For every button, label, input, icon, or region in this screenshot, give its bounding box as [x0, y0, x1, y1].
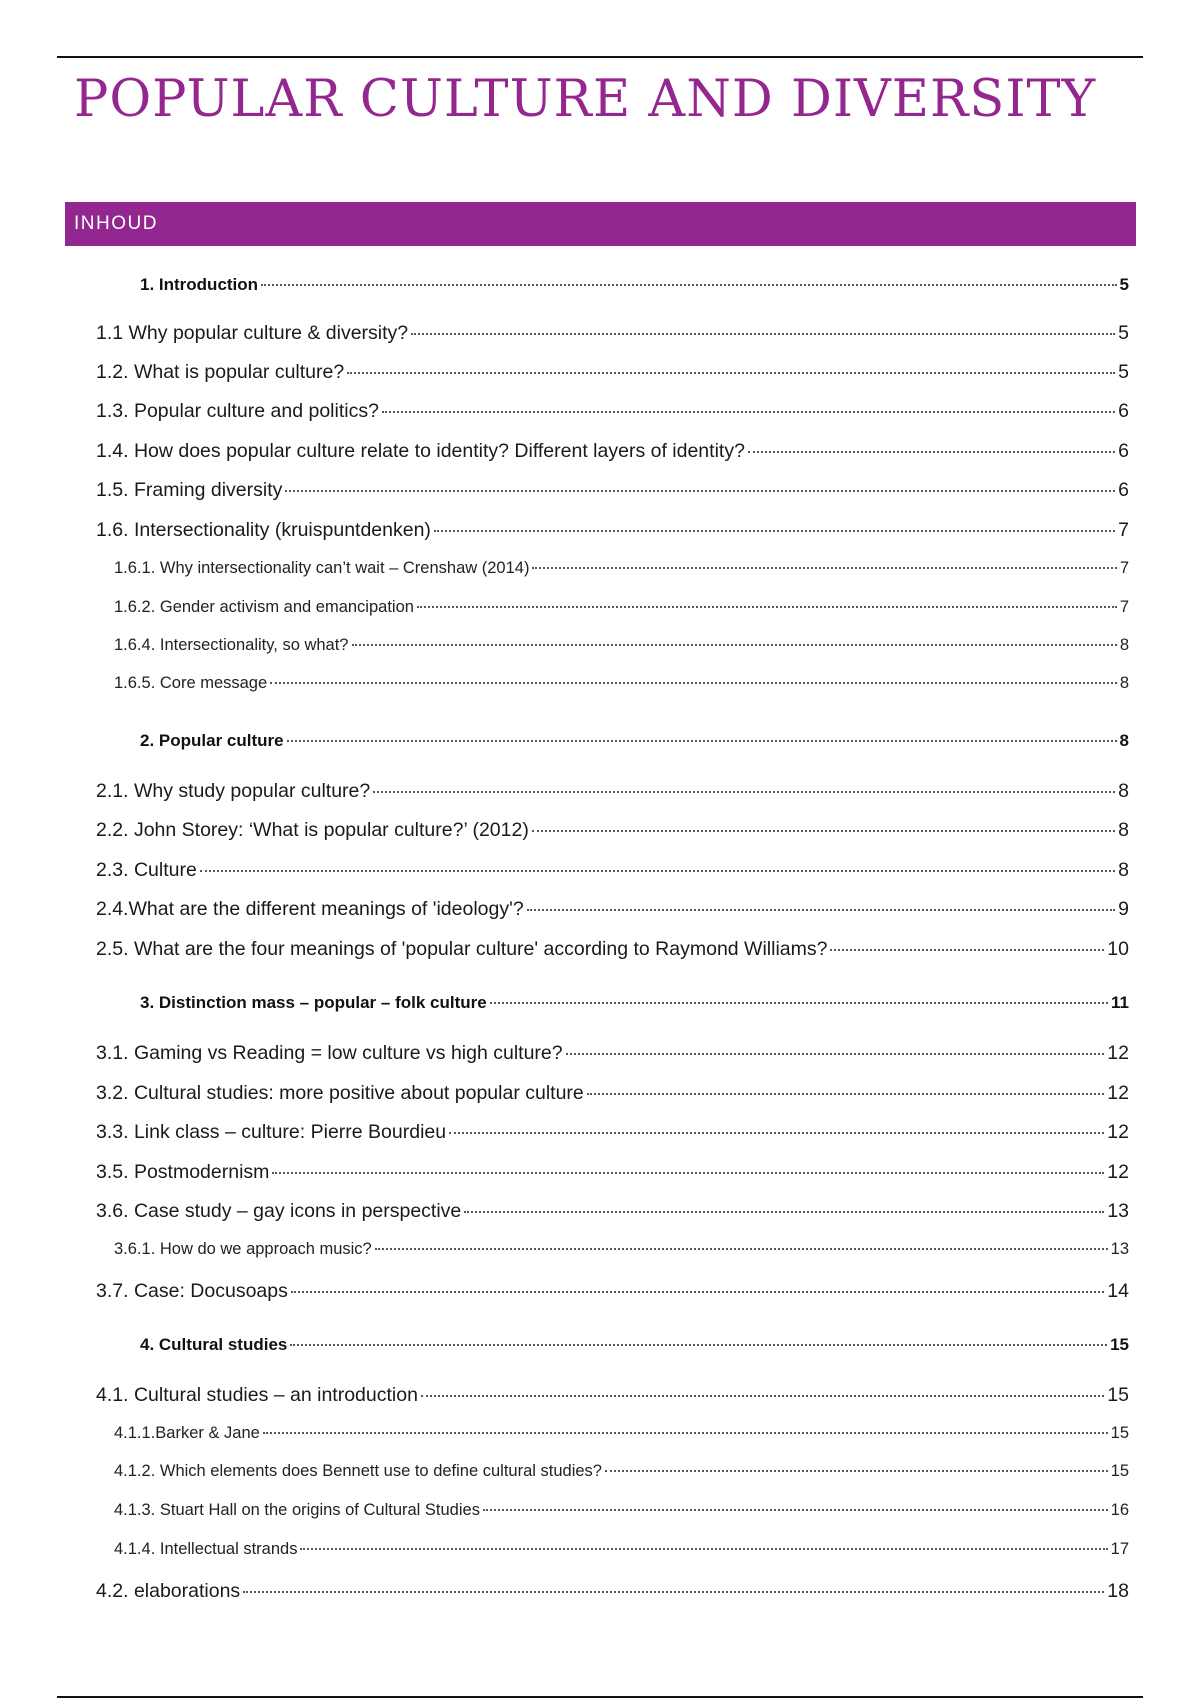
toc-page-number: 8: [1118, 780, 1129, 802]
toc-page-number: 17: [1110, 1540, 1129, 1558]
toc-entry-label: 2.3. Culture: [96, 859, 197, 881]
toc-dot-leader: [287, 740, 1117, 742]
toc-dot-leader: [200, 870, 1115, 872]
toc-entry-label: 3.5. Postmodernism: [96, 1161, 270, 1183]
document-title: POPULAR CULTURE AND DIVERSITY: [74, 70, 1097, 129]
toc-page-number: 8: [1118, 859, 1129, 881]
toc-subsection-entry[interactable]: [114, 674, 1129, 693]
toc-subsection-entry[interactable]: [114, 1501, 1129, 1520]
toc-page-number: 14: [1107, 1280, 1129, 1302]
toc-dot-leader: [605, 1470, 1108, 1472]
toc-section-entry[interactable]: [96, 1042, 1129, 1065]
bottom-rule: [57, 1696, 1143, 1698]
toc-entry-label: 4. Cultural studies: [140, 1335, 288, 1354]
toc-dot-leader: [532, 830, 1115, 832]
toc-page-number: 15: [1110, 1335, 1129, 1354]
toc-section-entry[interactable]: [96, 1200, 1129, 1223]
toc-dot-leader: [449, 1132, 1104, 1134]
toc-entry-label: 4.1. Cultural studies – an introduction: [96, 1384, 418, 1406]
toc-section-entry[interactable]: [96, 400, 1129, 423]
toc-dot-leader: [382, 411, 1115, 413]
toc-entry-label: 2.2. John Storey: ‘What is popular culture?’ (2012): [96, 819, 529, 841]
toc-section-entry[interactable]: [96, 1280, 1129, 1303]
toc-dot-leader: [272, 1172, 1104, 1174]
toc-dot-leader: [566, 1053, 1105, 1055]
toc-dot-leader: [263, 1432, 1108, 1434]
toc-entry-label: 3.3. Link class – culture: Pierre Bourdieu: [96, 1121, 447, 1143]
toc-entry-label: 4.1.3. Stuart Hall on the origins of Cultural Studies: [114, 1501, 480, 1519]
toc-dot-leader: [417, 606, 1117, 608]
toc-subsection-entry[interactable]: [114, 1424, 1129, 1443]
toc-page-number: 15: [1110, 1424, 1129, 1442]
toc-dot-leader: [270, 682, 1117, 684]
toc-dot-leader: [347, 372, 1115, 374]
toc-page-number: 9: [1118, 898, 1129, 920]
toc-page-number: 7: [1118, 519, 1129, 541]
toc-subsection-entry[interactable]: [114, 1462, 1129, 1481]
toc-section-entry[interactable]: [96, 479, 1129, 502]
toc-subsection-entry[interactable]: [114, 636, 1129, 655]
toc-section-entry[interactable]: [96, 780, 1129, 803]
toc-page-number: 7: [1119, 598, 1129, 616]
toc-entry-label: 4.1.2. Which elements does Bennett use to define cultural studies?: [114, 1462, 602, 1480]
toc-entry-label: 1.2. What is popular culture?: [96, 361, 345, 383]
toc-entry-label: 2.1. Why study popular culture?: [96, 780, 371, 802]
toc-entry-label: 4.1.1.Barker & Jane: [114, 1424, 260, 1442]
toc-page-number: 15: [1110, 1462, 1129, 1480]
toc-page-number: 8: [1119, 731, 1129, 750]
toc-entry-label: 1.4. How does popular culture relate to identity? Different layers of identity?: [96, 440, 745, 462]
toc-dot-leader: [830, 949, 1104, 951]
toc-dot-leader: [483, 1509, 1108, 1511]
toc-page-number: 5: [1119, 275, 1129, 294]
toc-section-entry[interactable]: [96, 859, 1129, 882]
toc-section-entry[interactable]: [96, 938, 1129, 961]
toc-dot-leader: [375, 1248, 1108, 1250]
toc-subsection-entry[interactable]: [114, 1240, 1129, 1259]
toc-dot-leader: [748, 451, 1115, 453]
toc-entry-label: 1.6.1. Why intersectionality can’t wait – Crenshaw (2014): [114, 559, 530, 577]
toc-page-number: 8: [1119, 674, 1129, 692]
toc-chapter-entry[interactable]: [140, 993, 1129, 1013]
toc-entry-label: 1.6.2. Gender activism and emancipation: [114, 598, 414, 616]
toc-dot-leader: [411, 333, 1115, 335]
toc-section-entry[interactable]: [96, 898, 1129, 921]
toc-dot-leader: [352, 644, 1117, 646]
toc-page-number: 10: [1107, 938, 1129, 960]
toc-page-number: 13: [1107, 1200, 1129, 1222]
toc-entry-label: 1.3. Popular culture and politics?: [96, 400, 379, 422]
toc-dot-leader: [532, 567, 1116, 569]
toc-entry-label: 2. Popular culture: [140, 731, 284, 750]
toc-section-entry[interactable]: [96, 322, 1129, 345]
toc-entry-label: 3.7. Case: Docusoaps: [96, 1280, 288, 1302]
toc-page-number: 5: [1118, 361, 1129, 383]
toc-dot-leader: [587, 1093, 1105, 1095]
toc-chapter-entry[interactable]: [140, 1335, 1129, 1355]
toc-page-number: 12: [1107, 1121, 1129, 1143]
toc-page-number: 16: [1110, 1501, 1129, 1519]
toc-subsection-entry[interactable]: [114, 1540, 1129, 1559]
toc-dot-leader: [421, 1395, 1104, 1397]
toc-page-number: 8: [1118, 819, 1129, 841]
toc-dot-leader: [490, 1002, 1108, 1004]
toc-dot-leader: [285, 490, 1115, 492]
toc-chapter-entry[interactable]: [140, 731, 1129, 751]
toc-dot-leader: [434, 530, 1115, 532]
toc-page-number: 15: [1107, 1384, 1129, 1406]
toc-section-entry[interactable]: [96, 1121, 1129, 1144]
toc-entry-label: 1.6.5. Core message: [114, 674, 268, 692]
toc-page-number: 12: [1107, 1161, 1129, 1183]
toc-section-entry[interactable]: [96, 361, 1129, 384]
toc-page-number: 12: [1107, 1082, 1129, 1104]
toc-dot-leader: [373, 791, 1115, 793]
toc-dot-leader: [261, 284, 1116, 286]
toc-chapter-entry[interactable]: [140, 275, 1129, 295]
toc-entry-label: 1. Introduction: [140, 275, 259, 294]
toc-entry-label: 3.1. Gaming vs Reading = low culture vs high culture?: [96, 1042, 563, 1064]
toc-page-number: 18: [1107, 1580, 1129, 1602]
toc-section-entry[interactable]: [96, 519, 1129, 542]
toc-entry-label: 1.6.4. Intersectionality, so what?: [114, 636, 349, 654]
toc-dot-leader: [291, 1291, 1104, 1293]
toc-section-entry[interactable]: [96, 1082, 1129, 1105]
toc-page-number: 12: [1107, 1042, 1129, 1064]
toc-entry-label: 4.2. elaborations: [96, 1580, 241, 1602]
toc-subsection-entry[interactable]: [114, 598, 1129, 617]
toc-section-entry[interactable]: [96, 1580, 1129, 1603]
toc-section-entry[interactable]: [96, 440, 1129, 463]
toc-page-number: 13: [1110, 1240, 1129, 1258]
toc-page-number: 8: [1119, 636, 1129, 654]
toc-dot-leader: [464, 1211, 1104, 1213]
toc-dot-leader: [527, 909, 1115, 911]
toc-subsection-entry[interactable]: [114, 559, 1129, 578]
toc-page-number: 7: [1119, 559, 1129, 577]
toc-entry-label: 1.6. Intersectionality (kruispuntdenken): [96, 519, 431, 541]
toc-dot-leader: [300, 1548, 1107, 1550]
toc-page-number: 6: [1118, 440, 1129, 462]
toc-entry-label: 3.2. Cultural studies: more positive about popular culture: [96, 1082, 584, 1104]
toc-section-entry[interactable]: [96, 1384, 1129, 1407]
toc-entry-label: 1.1 Why popular culture & diversity?: [96, 322, 409, 344]
toc-entry-label: 3.6. Case study – gay icons in perspective: [96, 1200, 462, 1222]
toc-heading-banner: INHOUD: [65, 202, 1136, 246]
toc-entry-label: 3.6.1. How do we approach music?: [114, 1240, 372, 1258]
toc-section-entry[interactable]: [96, 1161, 1129, 1184]
toc-page-number: 6: [1118, 400, 1129, 422]
toc-entry-label: 2.4.What are the different meanings of 'ideology'?: [96, 898, 524, 920]
toc-dot-leader: [243, 1591, 1104, 1593]
toc-section-entry[interactable]: [96, 819, 1129, 842]
toc-dot-leader: [290, 1344, 1107, 1346]
toc-page-number: 11: [1111, 993, 1129, 1012]
toc-page-number: 5: [1118, 322, 1129, 344]
toc-entry-label: 3. Distinction mass – popular – folk culture: [140, 993, 487, 1012]
toc-entry-label: 2.5. What are the four meanings of 'popular culture' according to Raymond Williams?: [96, 938, 828, 960]
toc-entry-label: 4.1.4. Intellectual strands: [114, 1540, 298, 1558]
toc-entry-label: 1.5. Framing diversity: [96, 479, 283, 501]
toc-page-number: 6: [1118, 479, 1129, 501]
